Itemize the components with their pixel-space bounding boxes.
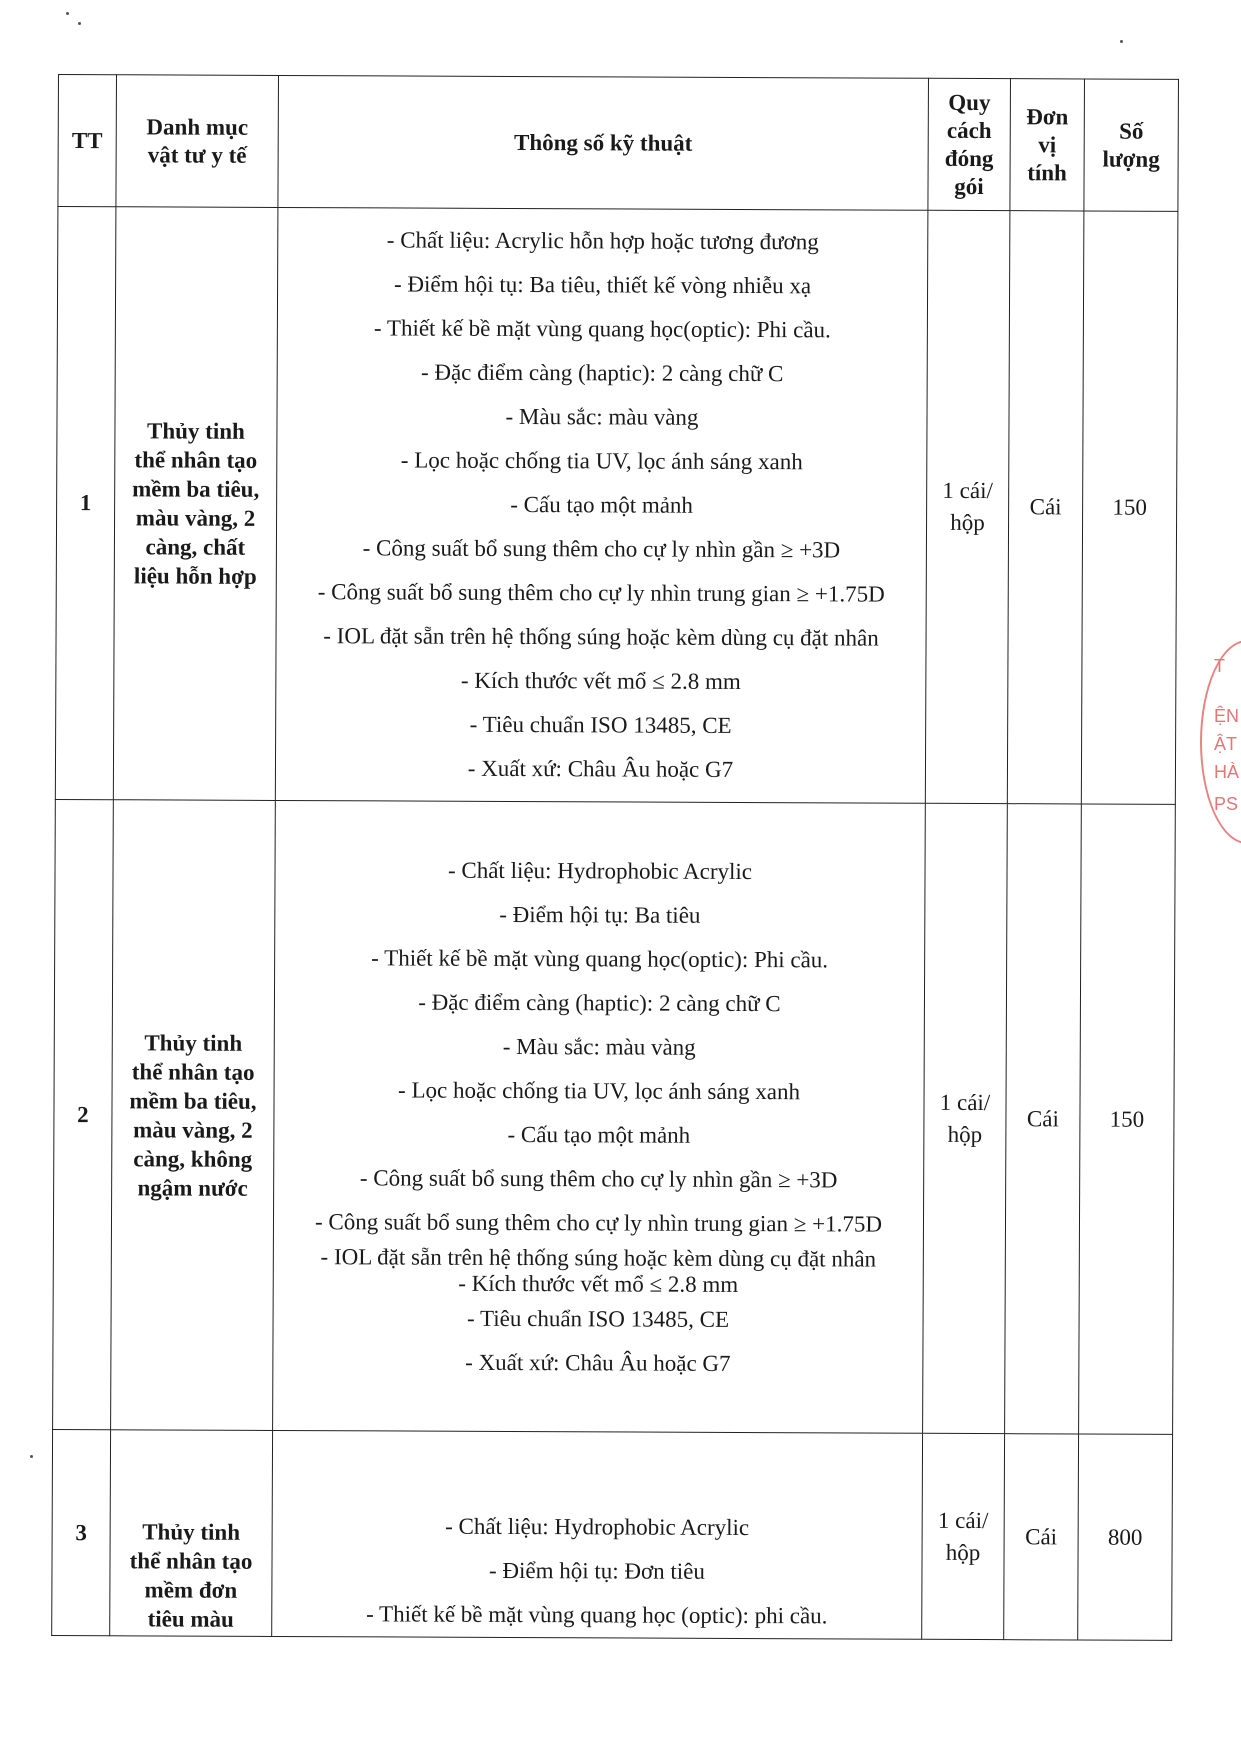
item-packaging: 1 cái/ hộp	[922, 1433, 1005, 1639]
scan-speck	[78, 22, 81, 25]
item-name: Thủy tinh thể nhân tạo mềm ba tiêu, màu vàng, 2 càng, chất liệu hỗn hợp	[113, 207, 278, 801]
red-seal-stamp: T ỆN ẬT HÀ PS	[1200, 640, 1241, 844]
spec-line: - Cấu tạo một mảnh	[510, 491, 694, 518]
spec-line: - Tiêu chuẩn ISO 13485, CE	[469, 711, 732, 738]
spec-line: - Lọc hoặc chống tia UV, lọc ánh sáng xanh	[400, 447, 803, 475]
spec-table	[51, 74, 1179, 1641]
spec-line: - Xuất xứ: Châu Âu hoặc G7	[465, 1349, 731, 1376]
spec-line: - Kích thước vết mổ ≤ 2.8 mm	[458, 1270, 739, 1297]
spec-line: - Chất liệu: Hydrophobic Acrylic	[445, 1513, 750, 1541]
spec-line: - Chất liệu: Acrylic hỗn hợp hoặc tương đương	[386, 227, 819, 255]
spec-line: - Công suất bổ sung thêm cho cự ly nhìn gần ≥ +3D	[362, 535, 841, 563]
spec-line: - Đặc điểm càng (haptic): 2 càng chữ C	[418, 989, 781, 1016]
spec-line: - Cấu tạo một mảnh	[507, 1121, 691, 1148]
table-row	[53, 799, 1176, 1434]
item-specs	[273, 800, 926, 1433]
item-quantity: 150	[1079, 804, 1176, 1434]
item-name: Thủy tinh thể nhân tạo mềm ba tiêu, màu vàng, 2 càng, không ngậm nước	[111, 800, 276, 1431]
spec-line: - Lọc hoặc chống tia UV, lọc ánh sáng xanh	[398, 1076, 801, 1104]
header-spec: Thông số kỹ thuật	[278, 75, 929, 210]
spec-line: - Thiết kế bề mặt vùng quang học (optic): phi cầu.	[366, 1601, 828, 1629]
spec-line: - Đặc điểm càng (haptic): 2 càng chữ C	[420, 359, 784, 387]
spec-line: - Xuất xứ: Châu Âu hoặc G7	[467, 755, 734, 782]
row-number: 3	[52, 1429, 111, 1635]
spec-line: - Điểm hội tụ: Đơn tiêu	[488, 1557, 705, 1584]
header-name: Danh mục vật tư y tế	[116, 75, 279, 208]
spec-line: - IOL đặt sẵn trên hệ thống súng hoặc kèm dùng cụ đặt nhân	[320, 1243, 877, 1272]
spec-line: - Công suất bổ sung thêm cho cự ly nhìn trung gian ≥ +1.75D	[317, 579, 885, 607]
item-specs	[275, 207, 928, 803]
header-qty: Số lượng	[1084, 79, 1179, 211]
item-quantity: 150	[1081, 211, 1178, 804]
spec-line: - Kích thước vết mổ ≤ 2.8 mm	[460, 667, 741, 694]
spec-line: - Màu sắc: màu vàng	[505, 403, 699, 430]
header-tt: TT	[58, 75, 117, 207]
table-row	[55, 207, 1178, 805]
spec-line: - Điểm hội tụ: Ba tiêu	[499, 901, 701, 928]
item-unit: Cái	[1005, 804, 1082, 1434]
row-number: 2	[53, 799, 114, 1429]
item-packaging: 1 cái/ hộp	[925, 210, 1010, 803]
table-header-row	[58, 75, 1179, 212]
scan-speck	[1120, 40, 1123, 43]
spec-line: - Công suất bổ sung thêm cho cự ly nhìn gần ≥ +3D	[359, 1164, 838, 1192]
row-number: 1	[55, 207, 116, 800]
item-unit: Cái	[1007, 211, 1084, 804]
scan-speck	[66, 12, 69, 15]
item-quantity: 800	[1078, 1434, 1173, 1640]
spec-line: - Thiết kế bề mặt vùng quang học(optic): Phi cầu.	[371, 944, 829, 972]
header-unit: Đơn vị tính	[1010, 79, 1085, 211]
item-name: Thủy tinh thể nhân tạo mềm đơn tiêu màu	[110, 1430, 273, 1637]
table-row	[52, 1429, 1173, 1640]
item-specs	[272, 1430, 923, 1639]
spec-line: - Điểm hội tụ: Ba tiêu, thiết kế vòng nhiễu xạ	[393, 271, 812, 299]
spec-line: - IOL đặt sẵn trên hệ thống súng hoặc kèm dùng cụ đặt nhân	[323, 623, 879, 651]
spec-line: - Thiết kế bề mặt vùng quang học(optic): Phi cầu.	[373, 315, 831, 343]
scan-speck	[30, 1455, 33, 1458]
header-pack: Quy cách đóng gói	[928, 78, 1011, 210]
item-unit: Cái	[1004, 1434, 1079, 1640]
spec-line: - Chất liệu: Hydrophobic Acrylic	[447, 857, 753, 884]
item-packaging: 1 cái/ hộp	[923, 803, 1008, 1433]
spec-line: - Màu sắc: màu vàng	[502, 1033, 696, 1060]
spec-line: - Tiêu chuẩn ISO 13485, CE	[467, 1305, 730, 1332]
spec-line: - Công suất bổ sung thêm cho cự ly nhìn trung gian ≥ +1.75D	[314, 1208, 883, 1237]
